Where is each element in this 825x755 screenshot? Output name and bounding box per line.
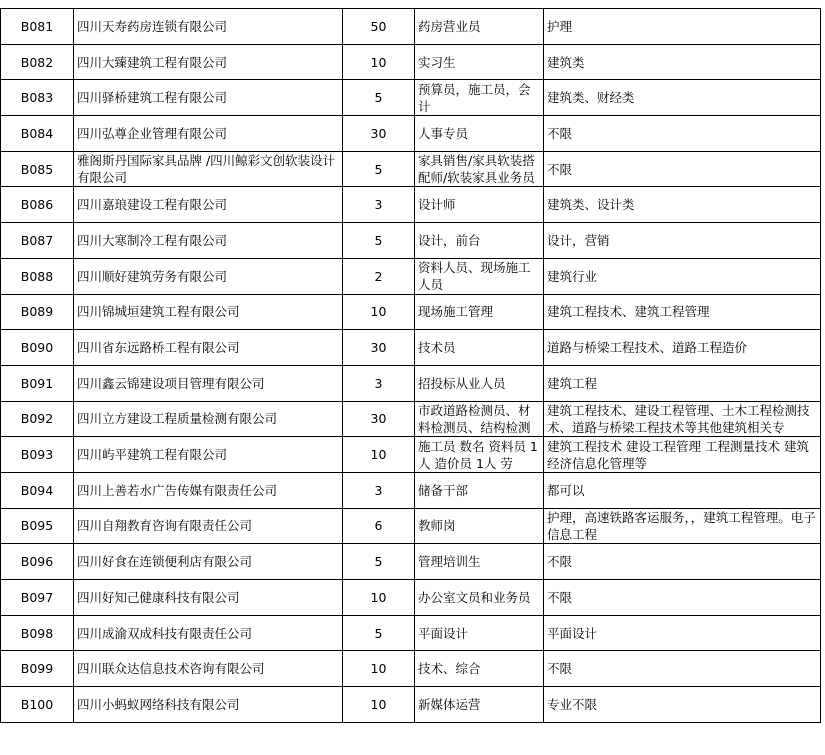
cell-count: [343, 365, 415, 401]
cell-count: [343, 401, 415, 437]
cell-id-text: B096: [20, 554, 54, 570]
cell-company: [74, 116, 343, 152]
cell-position: [415, 223, 544, 259]
cell-count: [343, 687, 415, 723]
cell-count: [343, 294, 415, 330]
cell-id-text: B085: [20, 161, 54, 177]
cell-company-text: 雅阁斯丹国际家具品牌 /四川鲸彩文创软装设计有限公司: [77, 153, 336, 186]
cell-id: [1, 258, 74, 294]
cell-count-text: 3: [374, 197, 383, 213]
cell-id-text: B081: [20, 18, 54, 34]
cell-major-text: 建筑工程: [547, 375, 598, 391]
cell-count-text: 30: [370, 125, 387, 141]
cell-major-text: 不限: [547, 161, 573, 177]
cell-company: [74, 9, 343, 45]
cell-id-text: B083: [20, 90, 54, 106]
cell-major: [544, 401, 821, 437]
cell-major-text: 建筑类、设计类: [547, 197, 635, 213]
cell-count-text: 5: [374, 554, 383, 570]
cell-id-text: B089: [20, 304, 54, 320]
cell-company: [74, 151, 343, 187]
cell-position-text: 药房营业员: [418, 18, 481, 34]
cell-count: [343, 44, 415, 80]
cell-company-text: 四川大臻建筑工程有限公司: [77, 54, 228, 70]
cell-major: [544, 508, 821, 544]
cell-position-text: 教师岗: [418, 518, 456, 534]
table-row: [1, 365, 821, 401]
cell-company-text: 四川锦城垣建筑工程有限公司: [77, 304, 240, 320]
cell-id-text: B099: [20, 661, 54, 677]
cell-count: [343, 472, 415, 508]
cell-position: [415, 330, 544, 366]
cell-position: [415, 294, 544, 330]
table-row: [1, 508, 821, 544]
cell-major-text: 建筑工程技术、建筑工程管理: [547, 304, 710, 320]
cell-count: [343, 508, 415, 544]
cell-company-text: 四川自翔教育咨询有限责任公司: [77, 518, 253, 534]
cell-major: [544, 615, 821, 651]
cell-company-text: 四川嘉琅建设工程有限公司: [77, 197, 228, 213]
cell-count: [343, 9, 415, 45]
cell-company: [74, 580, 343, 616]
cell-count-text: 3: [374, 482, 383, 498]
cell-position: [415, 365, 544, 401]
cell-count-text: 30: [370, 411, 387, 427]
cell-major: [544, 9, 821, 45]
table-row: [1, 615, 821, 651]
cell-count-text: 2: [374, 268, 383, 284]
cell-id: [1, 223, 74, 259]
cell-position: [415, 508, 544, 544]
cell-company: [74, 687, 343, 723]
cell-id: [1, 580, 74, 616]
cell-major: [544, 651, 821, 687]
table-row: [1, 80, 821, 116]
cell-id-text: B097: [20, 589, 54, 605]
cell-major-text: 不限: [547, 661, 573, 677]
cell-id-text: B086: [20, 197, 54, 213]
cell-id-text: B098: [20, 625, 54, 641]
cell-major-text: 平面设计: [547, 625, 598, 641]
table-row: [1, 151, 821, 187]
cell-company-text: 四川顺好建筑劳务有限公司: [77, 268, 228, 284]
cell-major-text: 建筑类: [547, 54, 585, 70]
cell-company: [74, 544, 343, 580]
cell-count-text: 30: [370, 340, 387, 356]
cell-major: [544, 151, 821, 187]
cell-id-text: B100: [20, 696, 54, 712]
cell-count-text: 50: [370, 18, 387, 34]
cell-position: [415, 687, 544, 723]
cell-position-text: 实习生: [418, 54, 456, 70]
cell-id: [1, 80, 74, 116]
cell-position: [415, 401, 544, 437]
cell-company-text: 四川小蚂蚁网络科技有限公司: [77, 696, 240, 712]
cell-company: [74, 437, 343, 473]
cell-company-text: 四川屿平建筑工程有限公司: [77, 447, 228, 463]
cell-major: [544, 544, 821, 580]
table-body: [1, 9, 821, 723]
cell-company-text: 四川省东远路桥工程有限公司: [77, 340, 240, 356]
cell-position-text: 资料人员、现场施工人员: [418, 260, 531, 293]
cell-position: [415, 258, 544, 294]
cell-count-text: 10: [370, 589, 387, 605]
cell-id: [1, 544, 74, 580]
cell-position-text: 现场施工管理: [418, 304, 494, 320]
table-row: [1, 116, 821, 152]
table-row: [1, 651, 821, 687]
cell-position-text: 人事专员: [418, 125, 469, 141]
cell-id-text: B087: [20, 232, 54, 248]
cell-count: [343, 580, 415, 616]
cell-position: [415, 437, 544, 473]
recruitment-table: [0, 8, 821, 723]
table-row: [1, 44, 821, 80]
table-row: [1, 472, 821, 508]
cell-company-text: 四川成渝双成科技有限责任公司: [77, 625, 253, 641]
cell-id: [1, 615, 74, 651]
cell-company-text: 四川驿桥建筑工程有限公司: [77, 90, 228, 106]
cell-major: [544, 80, 821, 116]
cell-major: [544, 365, 821, 401]
cell-count-text: 10: [370, 304, 387, 320]
cell-company-text: 四川立方建设工程质量检测有限公司: [77, 411, 278, 427]
cell-position: [415, 44, 544, 80]
cell-id: [1, 437, 74, 473]
cell-count-text: 10: [370, 661, 387, 677]
cell-major: [544, 437, 821, 473]
cell-position: [415, 651, 544, 687]
cell-id: [1, 330, 74, 366]
cell-position-text: 设计师: [418, 197, 456, 213]
cell-position: [415, 187, 544, 223]
cell-company: [74, 651, 343, 687]
cell-id-text: B094: [20, 482, 54, 498]
cell-position-text: 预算员，施工员，会计: [418, 81, 531, 114]
cell-count-text: 5: [374, 232, 383, 248]
cell-count-text: 3: [374, 375, 383, 391]
cell-id: [1, 687, 74, 723]
cell-count: [343, 223, 415, 259]
cell-company: [74, 472, 343, 508]
table-row: [1, 258, 821, 294]
cell-count: [343, 116, 415, 152]
cell-count-text: 5: [374, 90, 383, 106]
cell-position-text: 市政道路检测员、材料检测员、结构检测: [418, 402, 531, 435]
cell-major: [544, 330, 821, 366]
table-row: [1, 9, 821, 45]
cell-count-text: 5: [374, 161, 383, 177]
cell-major-text: 专业不限: [547, 696, 598, 712]
cell-id: [1, 116, 74, 152]
table-row: [1, 294, 821, 330]
cell-position-text: 技术、综合: [418, 661, 481, 677]
cell-company-text: 四川鑫云锦建设项目管理有限公司: [77, 375, 265, 391]
cell-position-text: 家具销售/家具软装搭配师/软装家具业务员: [418, 153, 535, 186]
cell-count: [343, 151, 415, 187]
cell-company: [74, 401, 343, 437]
cell-company: [74, 294, 343, 330]
cell-company: [74, 330, 343, 366]
cell-major: [544, 294, 821, 330]
cell-position-text: 招投标从业人员: [418, 375, 506, 391]
cell-id: [1, 508, 74, 544]
cell-count: [343, 330, 415, 366]
cell-position: [415, 544, 544, 580]
table-row: [1, 401, 821, 437]
cell-position-text: 新媒体运营: [418, 696, 481, 712]
cell-company: [74, 44, 343, 80]
cell-major-text: 建筑工程技术 建设工程管理 工程测量技术 建筑经济信息化管理等: [547, 438, 809, 471]
cell-major: [544, 580, 821, 616]
cell-position: [415, 580, 544, 616]
cell-company: [74, 80, 343, 116]
cell-count: [343, 187, 415, 223]
cell-count-text: 6: [374, 518, 383, 534]
cell-position: [415, 80, 544, 116]
cell-count-text: 5: [374, 625, 383, 641]
cell-company: [74, 223, 343, 259]
table-row: [1, 580, 821, 616]
cell-id-text: B091: [20, 375, 54, 391]
cell-position-text: 平面设计: [418, 625, 469, 641]
cell-major-text: 不限: [547, 554, 573, 570]
cell-id: [1, 651, 74, 687]
cell-company: [74, 258, 343, 294]
table-row: [1, 544, 821, 580]
cell-company-text: 四川大寒制冷工程有限公司: [77, 232, 228, 248]
cell-count: [343, 437, 415, 473]
cell-id-text: B095: [20, 518, 54, 534]
cell-position-text: 管理培训生: [418, 554, 481, 570]
cell-position: [415, 615, 544, 651]
cell-id: [1, 365, 74, 401]
cell-major: [544, 223, 821, 259]
table-row: [1, 330, 821, 366]
table-row: [1, 687, 821, 723]
cell-major-text: 护理，高速铁路客运服务，，建筑工程管理。电子信息工程: [547, 509, 816, 542]
cell-id: [1, 9, 74, 45]
cell-company-text: 四川弘尊企业管理有限公司: [77, 125, 228, 141]
cell-company-text: 四川联众达信息技术咨询有限公司: [77, 661, 265, 677]
table-row: [1, 223, 821, 259]
cell-company-text: 四川好食在连锁便利店有限公司: [77, 554, 253, 570]
cell-position: [415, 116, 544, 152]
cell-company: [74, 187, 343, 223]
cell-count-text: 10: [370, 696, 387, 712]
cell-id: [1, 294, 74, 330]
cell-position-text: 技术员: [418, 340, 456, 356]
cell-major-text: 建筑工程技术、建设工程管理、土木工程检测技术、道路与桥梁工程技术等其他建筑相关专: [547, 402, 810, 435]
cell-count: [343, 615, 415, 651]
cell-major: [544, 187, 821, 223]
cell-major: [544, 472, 821, 508]
cell-major-text: 建筑行业: [547, 268, 598, 284]
cell-position-text: 办公室文员和业务员: [418, 589, 531, 605]
cell-id-text: B084: [20, 125, 54, 141]
cell-id-text: B088: [20, 268, 54, 284]
cell-position: [415, 472, 544, 508]
cell-major-text: 不限: [547, 125, 573, 141]
cell-company: [74, 365, 343, 401]
cell-major-text: 护理: [547, 18, 573, 34]
cell-id-text: B093: [20, 447, 54, 463]
cell-major-text: 都可以: [547, 482, 585, 498]
table-row: [1, 437, 821, 473]
cell-count: [343, 80, 415, 116]
cell-id-text: B092: [20, 411, 54, 427]
cell-position-text: 施工员 数名 资料员 1人 造价员 1人 劳: [418, 438, 538, 471]
cell-position-text: 储备干部: [418, 482, 469, 498]
cell-id: [1, 44, 74, 80]
cell-position: [415, 9, 544, 45]
cell-company: [74, 508, 343, 544]
cell-count: [343, 651, 415, 687]
cell-major-text: 建筑类、财经类: [547, 90, 635, 106]
cell-major: [544, 116, 821, 152]
cell-id: [1, 401, 74, 437]
cell-count: [343, 544, 415, 580]
cell-count-text: 10: [370, 54, 387, 70]
cell-count-text: 10: [370, 447, 387, 463]
cell-company-text: 四川好知己健康科技有限公司: [77, 589, 240, 605]
cell-major-text: 道路与桥梁工程技术、道路工程造价: [547, 340, 748, 356]
cell-major-text: 设计，营销: [547, 232, 610, 248]
cell-major: [544, 258, 821, 294]
cell-company-text: 四川上善若水广告传媒有限责任公司: [77, 482, 278, 498]
cell-position-text: 设计，前台: [418, 232, 481, 248]
cell-count: [343, 258, 415, 294]
cell-id: [1, 472, 74, 508]
cell-major: [544, 44, 821, 80]
cell-id-text: B082: [20, 54, 54, 70]
table-row: [1, 187, 821, 223]
cell-id-text: B090: [20, 340, 54, 356]
cell-company-text: 四川天寿药房连锁有限公司: [77, 18, 228, 34]
cell-major-text: 不限: [547, 589, 573, 605]
cell-id: [1, 187, 74, 223]
cell-position: [415, 151, 544, 187]
cell-major: [544, 687, 821, 723]
cell-id: [1, 151, 74, 187]
cell-company: [74, 615, 343, 651]
